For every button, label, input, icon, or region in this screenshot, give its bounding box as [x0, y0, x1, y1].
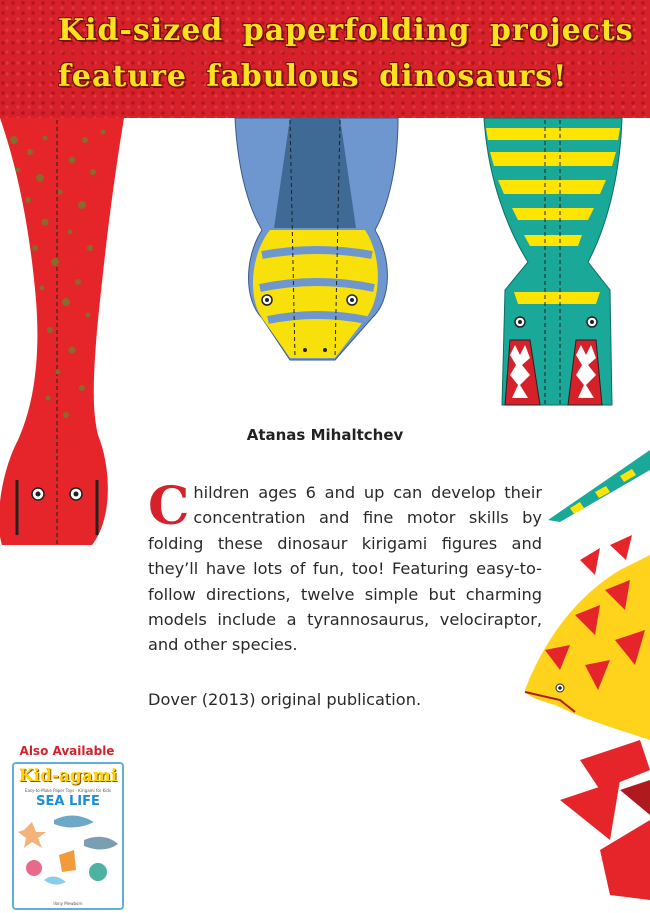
teal-dinosaur-illustration — [484, 118, 622, 405]
red-dinosaur-illustration — [0, 118, 124, 545]
headline-line-1: Kid-sized paperfolding projects — [58, 13, 634, 48]
cover-title: Kid-agami — [18, 766, 118, 786]
also-available-label: Also Available — [19, 744, 115, 758]
drop-cap: C — [148, 476, 190, 537]
publication-note: Dover (2013) original publication. — [148, 690, 422, 709]
headline-line-2: feature fabulous dinosaurs! — [58, 59, 568, 94]
cover-subtitle: Easy-to-Make Paper Toys · Kirigami for Kids — [24, 788, 112, 793]
cover-series: SEA LIFE — [36, 794, 100, 809]
description-text: hildren ages 6 and up can develop their concentration and fine motor skills by folding these dinosaur kirigami figures and they’ll have lots of fun, too! Featuring easy-to-follow directions, twelve simple but charming models include a tyrannosaurus, velociraptor, and other species. — [148, 483, 542, 655]
cover-author: Ilony Mewborn — [53, 901, 83, 906]
paper-dinosaur-photo — [525, 450, 650, 900]
book-description — [148, 476, 542, 658]
blue-dinosaur-illustration — [235, 118, 398, 360]
related-book-cover[interactable] — [12, 762, 124, 910]
cover-sea-life-artwork — [14, 810, 122, 890]
author-name: Atanas Mihaltchev — [246, 426, 404, 444]
